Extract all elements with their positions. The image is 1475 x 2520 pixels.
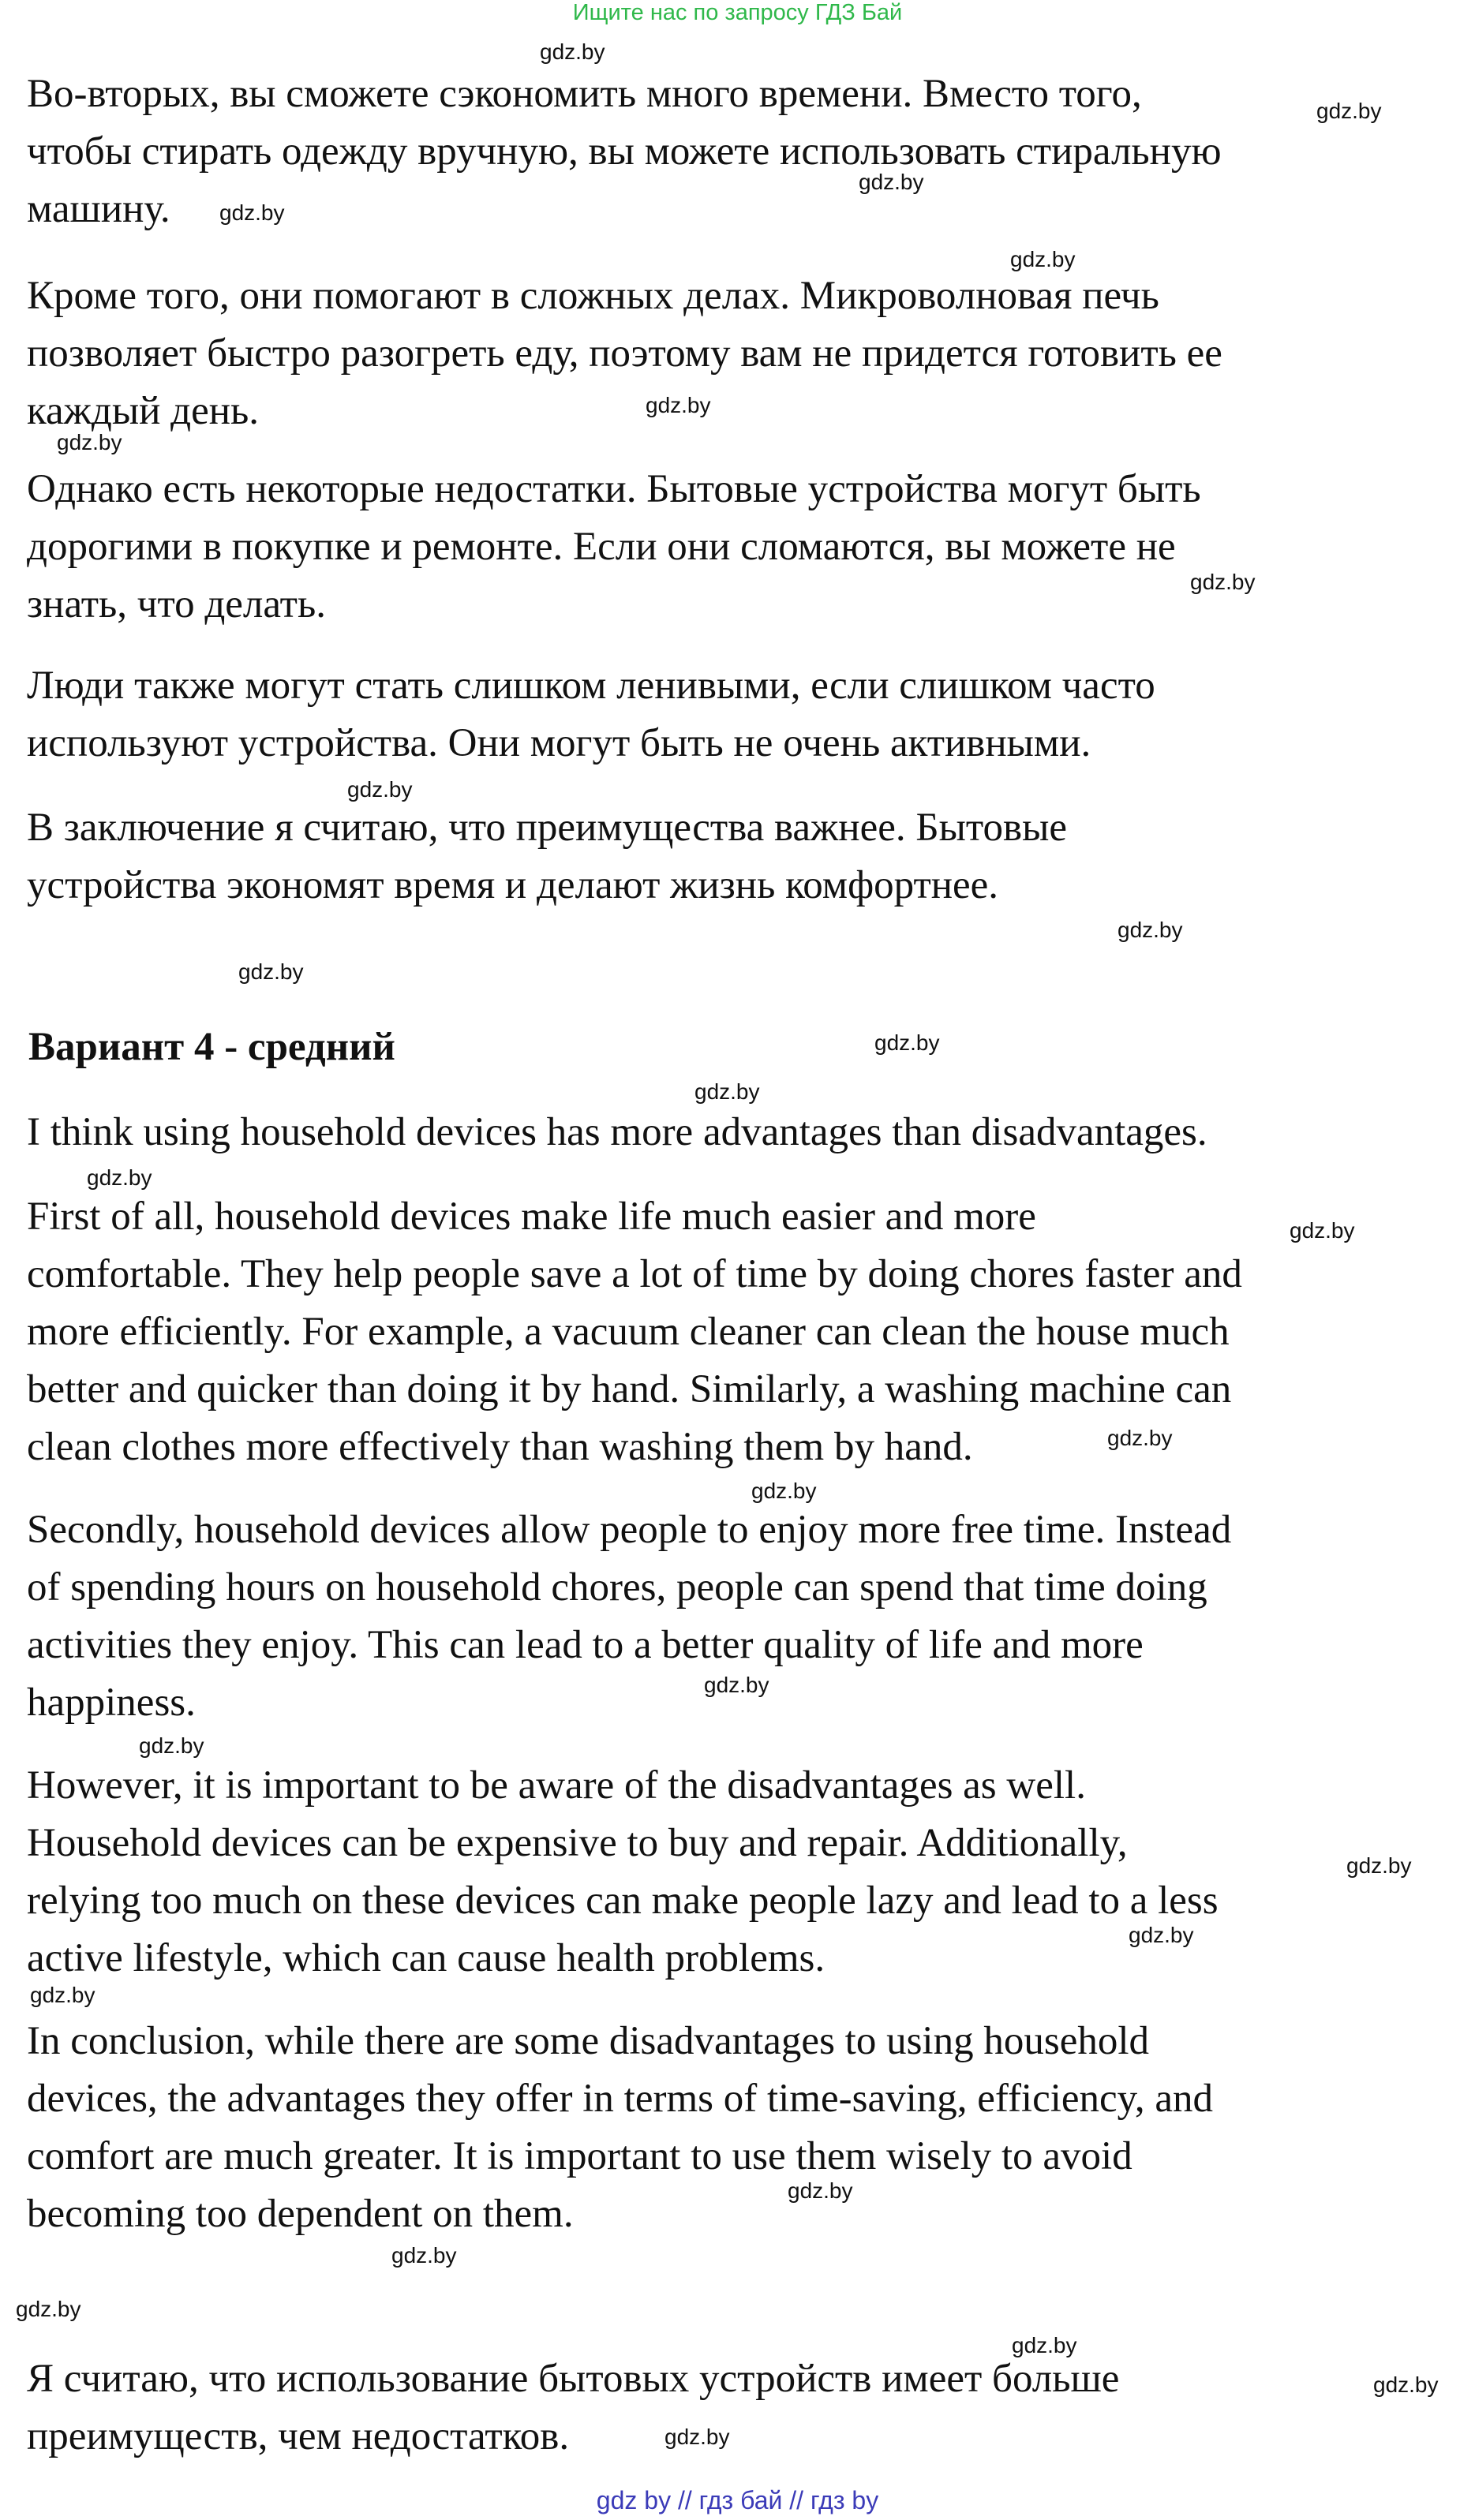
text-line: устройства экономят время и делают жизнь комфортнее. <box>27 863 999 907</box>
text-line: becoming too dependent on them. <box>27 2192 574 2236</box>
watermark: gdz.by <box>1117 918 1183 942</box>
paragraph <box>27 799 1463 914</box>
watermark: gdz.by <box>1190 570 1256 594</box>
footer-text: gdz by // гдз бай // гдз by <box>596 2486 879 2514</box>
text-line: Во-вторых, вы сможете сэкономить много времени. Вместо того, <box>27 72 1142 116</box>
text-line: I think using household devices has more advantages than disadvantages. <box>27 1110 1207 1154</box>
watermark: gdz.by <box>347 777 413 802</box>
text-line: happiness. <box>27 1681 196 1725</box>
text-line: However, it is important to be aware of the disadvantages as well. <box>27 1763 1086 1808</box>
paragraph <box>27 2350 1463 2466</box>
watermark: gdz.by <box>751 1479 817 1503</box>
top-banner: Ищите нас по запросу ГДЗ Бай <box>572 0 903 25</box>
text-line: используют устройства. Они могут быть не очень активными. <box>27 721 1091 765</box>
paragraph <box>27 267 1463 440</box>
watermark: gdz.by <box>16 2297 81 2321</box>
text-line: знать, что делать. <box>27 582 326 626</box>
paragraph <box>27 461 1463 634</box>
watermark: gdz.by <box>1107 1426 1173 1450</box>
watermark: gdz.by <box>788 2178 853 2203</box>
paragraph <box>27 2013 1463 2243</box>
watermark: gdz.by <box>874 1030 940 1055</box>
watermark: gdz.by <box>646 393 711 417</box>
watermark: gdz.by <box>704 1673 769 1697</box>
watermark: gdz.by <box>1316 99 1382 123</box>
watermark: gdz.by <box>1373 2372 1439 2397</box>
text-line: devices, the advantages they offer in terms of time-saving, efficiency, and <box>27 2077 1214 2121</box>
text-line: Household devices can be expensive to buy and repair. Additionally, <box>27 1821 1128 1865</box>
text-line: Люди также могут стать слишком ленивыми, если слишком часто <box>27 664 1155 708</box>
text-line: First of all, household devices make life much easier and more <box>27 1195 1036 1239</box>
watermark: gdz.by <box>57 430 122 454</box>
text-line: Кроме того, они помогают в сложных делах. Микроволновая печь <box>27 274 1159 318</box>
watermark: gdz.by <box>1010 247 1076 271</box>
text-line: of spending hours on household chores, people can spend that time doing <box>27 1565 1207 1610</box>
paragraph <box>27 1104 1463 1161</box>
watermark: gdz.by <box>87 1165 152 1190</box>
text-line: Secondly, household devices allow people to enjoy more free time. Instead <box>27 1508 1232 1552</box>
watermark: gdz.by <box>664 2425 730 2449</box>
text-line: activities they enjoy. This can lead to a better quality of life and more <box>27 1623 1144 1667</box>
watermark: gdz.by <box>694 1079 760 1104</box>
text-line: relying too much on these devices can make people lazy and lead to a less <box>27 1879 1219 1923</box>
section-heading: Вариант 4 - средний <box>28 1025 395 1069</box>
text-line: В заключение я считаю, что преимущества важнее. Бытовые <box>27 806 1068 850</box>
text-line: преимуществ, чем недостатков. <box>27 2414 570 2458</box>
text-line: comfortable. They help people save a lot of time by doing chores faster and <box>27 1252 1242 1296</box>
watermark: gdz.by <box>859 170 924 194</box>
text-line: Однако есть некоторые недостатки. Бытовые устройства могут быть <box>27 467 1201 511</box>
paragraph <box>27 1188 1463 1476</box>
watermark: gdz.by <box>1012 2333 1077 2357</box>
watermark: gdz.by <box>139 1733 204 1758</box>
watermark: gdz.by <box>1346 1853 1412 1878</box>
watermark: gdz.by <box>30 1983 95 2007</box>
paragraph <box>27 657 1463 772</box>
watermark: gdz.by <box>391 2243 457 2268</box>
text-line: more efficiently. For example, a vacuum cleaner can clean the house much <box>27 1310 1230 1354</box>
watermark: gdz.by <box>540 39 605 64</box>
text-line: позволяет быстро разогреть еду, поэтому вам не придется готовить ее <box>27 331 1222 376</box>
text-line: active lifestyle, which can cause health problems. <box>27 1936 825 1980</box>
text-line: better and quicker than doing it by hand. Similarly, a washing machine can <box>27 1367 1232 1411</box>
text-line: дорогими в покупке и ремонте. Если они сломаются, вы можете не <box>27 525 1176 569</box>
text-line: машину. <box>27 187 170 231</box>
watermark: gdz.by <box>1129 1923 1194 1947</box>
watermark: gdz.by <box>238 959 304 984</box>
text-line: clean clothes more effectively than washing them by hand. <box>27 1425 973 1469</box>
text-line: comfort are much greater. It is important to use them wisely to avoid <box>27 2134 1132 2178</box>
text-line: Я считаю, что использование бытовых устройств имеет больше <box>27 2357 1120 2401</box>
text-line: In conclusion, while there are some disadvantages to using household <box>27 2019 1149 2063</box>
text-line: каждый день. <box>27 389 260 433</box>
watermark: gdz.by <box>219 200 285 225</box>
paragraph <box>27 1757 1463 1987</box>
text-line: чтобы стирать одежду вручную, вы можете использовать стиральную <box>27 129 1222 174</box>
watermark: gdz.by <box>1290 1218 1355 1243</box>
